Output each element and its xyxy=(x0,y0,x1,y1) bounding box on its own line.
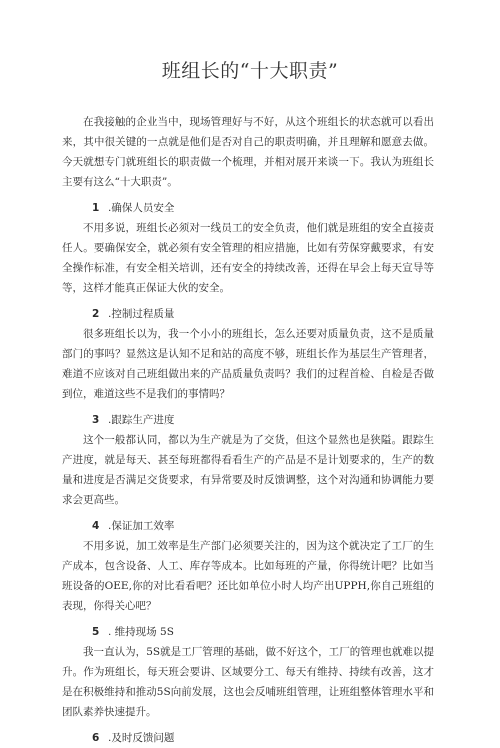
document-body xyxy=(62,112,434,748)
section-title: .跟踪生产进度 xyxy=(108,414,175,426)
section-heading-4 xyxy=(62,516,434,536)
section-heading-5 xyxy=(62,622,434,642)
section-heading-1 xyxy=(62,198,434,218)
section-title: .控制过程质量 xyxy=(108,308,175,320)
section-paragraph-1: 不用多说，班组长必须对一线员工的安全负责，他们就是班组的安全直接责任人。要确保安全，就必须有安全管理的相应措施，比如有劳保穿戴要求，有安全操作标准，有安全相关培训，还有安全的持续改善，还得在早会上每天宣导等等，这样才能真正保证大伙的安全。 xyxy=(62,222,434,294)
section-title: .确保人员安全 xyxy=(108,202,175,214)
section-number: 5 xyxy=(92,626,100,638)
section-number: 3 xyxy=(92,414,100,426)
section-number: 1 xyxy=(92,202,100,214)
section-heading-3 xyxy=(62,410,434,430)
section-number: 6 xyxy=(92,732,100,744)
document-title: 班组长的“十大职责” xyxy=(161,60,339,82)
section-number: 2 xyxy=(92,308,100,320)
section-title: .及时反馈问题 xyxy=(108,732,175,744)
intro-paragraph: 在我接触的企业当中，现场管理好与不好，从这个班组长的状态就可以看出来，其中很关键的一点就是他们是否对自己的职责明确，并且理解和愿意去做。今天就想专门就班组长的职责做一个梳理，并相对展开来谈一下。我认为班组长主要有这么“十大职责”。 xyxy=(62,116,434,188)
section-title: . 维持现场 5S xyxy=(108,626,174,638)
section-title: .保证加工效率 xyxy=(108,520,175,532)
section-paragraph-3: 这个一般都认同，都以为生产就是为了交货，但这个显然也是狭隘。跟踪生产进度，就是每天、甚至每班都得看看生产的产品是不是计划要求的，生产的数量和进度是否满足交货要求，有异常要及时反馈调整，这个对沟通和协调能力要求会更高些。 xyxy=(62,434,434,506)
section-heading-2 xyxy=(62,304,434,324)
section-number: 4 xyxy=(92,520,100,532)
section-paragraph-5: 我一直认为，5S就是工厂管理的基础，做不好这个，工厂的管理也就难以提升。作为班组长，每天班会要讲、区域要分工、每天有维持、持续有改善，这才是在积极维持和推动5S向前发展，这也会反哺班组管理，让班组整体管理水平和团队素养快速提升。 xyxy=(62,646,434,718)
section-paragraph-4: 不用多说，加工效率是生产部门必须要关注的，因为这个就决定了工厂的生产成本，包含设备、人工、库存等成本。比如每班的产量，你得统计吧？比如当班设备的OEE,你的对比看看吧？还比如单位小时人均产出UPPH,你自己班组的表现，你得关心吧？ xyxy=(62,540,434,612)
section-paragraph-2: 很多班组长以为，我一个小小的班组长，怎么还要对质量负责，这不是质量部门的事吗？显然这是认知不足和站的高度不够，班组长作为基层生产管理者，难道不应该对自己班组做出来的产品质量负责吗？我们的过程首检、自检是否做到位，难道这些不是我们的事情吗？ xyxy=(62,328,434,400)
section-heading-6 xyxy=(62,728,434,748)
